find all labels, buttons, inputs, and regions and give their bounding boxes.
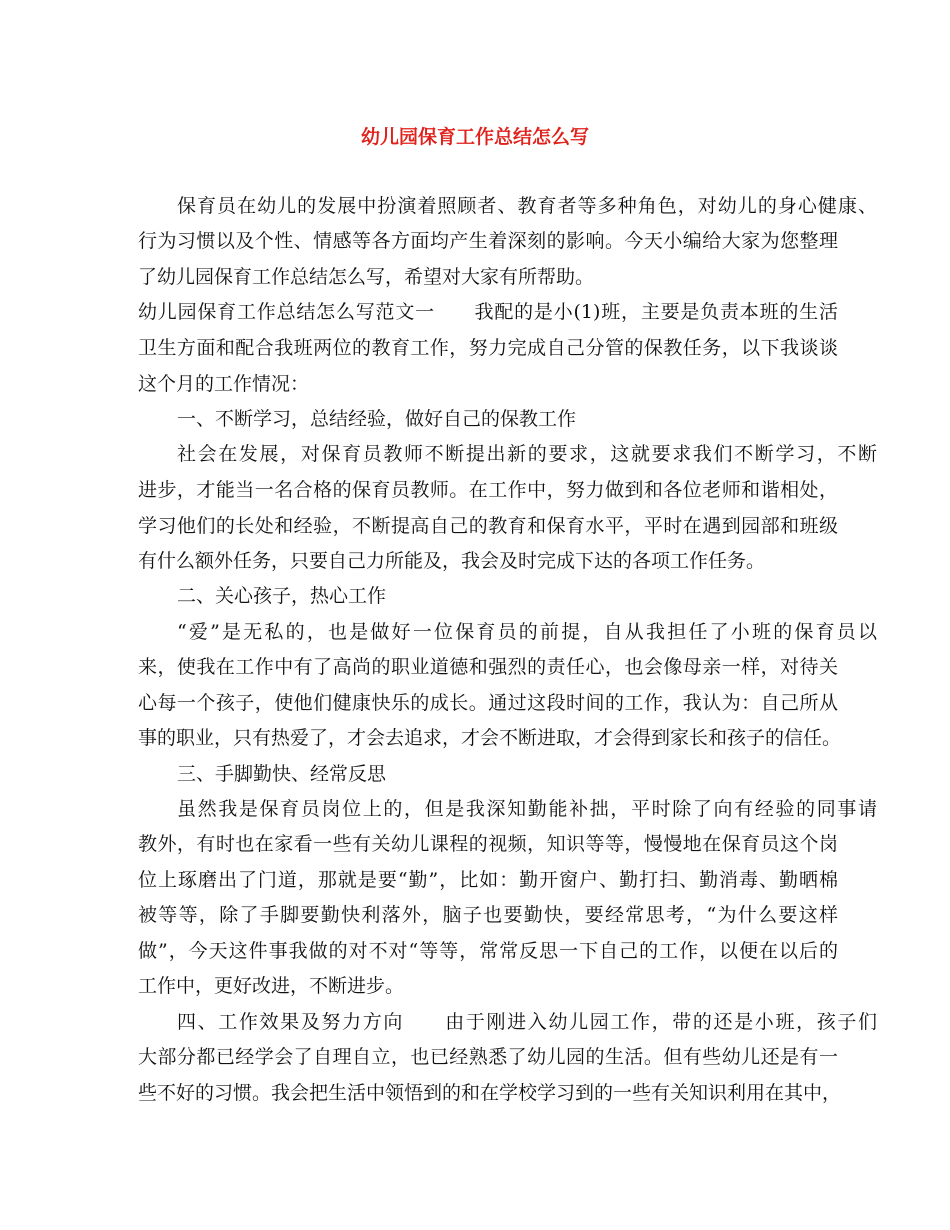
paragraph-line: 工作中，更好改进，不断进步。 — [138, 975, 405, 997]
paragraph-line: 了幼儿园保育工作总结怎么写，希望对大家有所帮助。 — [138, 266, 595, 288]
paragraph-line: 来，使我在工作中有了高尚的职业道德和强烈的责任心，也会像母亲一样，对待关 — [138, 656, 838, 678]
paragraph-line: 虽然我是保育员岗位上的，但是我深知勤能补拙，平时除了向有经验的同事请 — [177, 798, 877, 820]
section-heading: 一、不断学习，总结经验，做好自己的保教工作 — [177, 408, 577, 430]
paragraph-line: 学习他们的长处和经验，不断提高自己的教育和保育水平，平时在遇到园部和班级 — [138, 515, 838, 537]
paragraph-line: 保育员在幼儿的发展中扮演着照顾者、教育者等多种角色，对幼儿的身心健康、 — [177, 195, 877, 217]
paragraph-line: 四、工作效果及努力方向 由于刚进入幼儿园工作，带的还是小班，孩子们 — [177, 1011, 877, 1033]
paragraph-line: 事的职业，只有热爱了，才会去追求，才会不断进取，才会得到家长和孩子的信任。 — [138, 727, 842, 749]
paragraph-line: 大部分都已经学会了自理自立，也已经熟悉了幼儿园的生活。但有些幼儿还是有一 — [138, 1046, 838, 1068]
paragraph-line: 社会在发展，对保育员教师不断提出新的要求，这就要求我们不断学习，不断 — [177, 443, 877, 465]
section-heading: 二、关心孩子，热心工作 — [177, 585, 387, 607]
document-title: 幼儿园保育工作总结怎么写 — [360, 126, 589, 148]
paragraph-line: 教外，有时也在家看一些有关幼儿课程的视频，知识等等，慢慢地在保育员这个岗 — [138, 833, 838, 855]
section-heading: 三、手脚勤快、经常反思 — [177, 763, 387, 785]
paragraph-line: “爱”是无私的，也是做好一位保育员的前提，自从我担任了小班的保育员以 — [177, 621, 877, 643]
paragraph-line: 卫生方面和配合我班两位的教育工作，努力完成自己分管的保教任务，以下我谈谈 — [138, 337, 838, 359]
paragraph-line: 些不好的习惯。我会把生活中领悟到的和在学校学习到的一些有关知识利用在其中， — [138, 1082, 842, 1104]
paragraph-line: 行为习惯以及个性、情感等各方面均产生着深刻的影响。今天小编给大家为您整理 — [138, 230, 838, 252]
paragraph-line: 心每一个孩子，使他们健康快乐的成长。通过这段时间的工作，我认为：自己所从 — [138, 692, 838, 714]
paragraph-line: 这个月的工作情况： — [138, 373, 310, 395]
paragraph-line: 进步，才能当一名合格的保育员教师。在工作中，努力做到和各位老师和谐相处， — [138, 479, 838, 501]
paragraph-line: 幼儿园保育工作总结怎么写范文一 我配的是小(1)班，主要是负责本班的生活 — [138, 301, 838, 323]
paragraph-line: 做”，今天这件事我做的对不对“等等，常常反思一下自己的工作，以便在以后的 — [138, 940, 838, 962]
paragraph-line: 位上琢磨出了门道，那就是要“勤”，比如：勤开窗户、勤打扫、勤消毒、勤晒棉 — [138, 869, 838, 891]
paragraph-line: 被等等，除了手脚要勤快利落外，脑子也要勤快，要经常思考，“为什么要这样 — [138, 904, 838, 926]
paragraph-line: 有什么额外任务，只要自己力所能及，我会及时完成下达的各项工作任务。 — [138, 550, 766, 572]
